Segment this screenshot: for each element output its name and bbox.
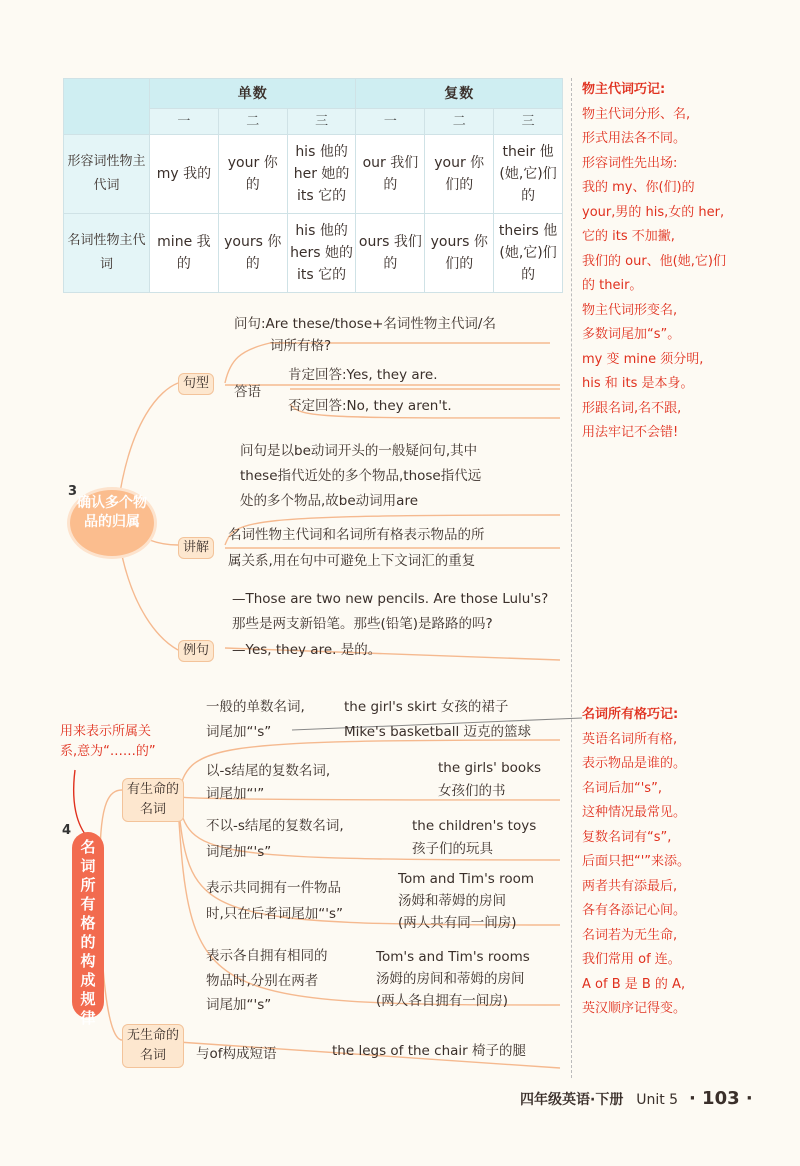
answer-label: 答语 [234,384,261,400]
rule-line: 词尾加“'s” [206,724,272,740]
person-header: 一 [356,109,425,135]
rule-example: 汤姆和蒂姆的房间 [398,893,506,909]
mnemonic-line: 后面只把“'”来添。 [582,854,691,869]
inanimate-rule: 与of构成短语 [196,1046,277,1062]
pattern-label: 句型 [178,373,214,395]
mnemonic-line: 名词后加“'s”, [582,780,662,796]
table-cell: yours 你的 [218,214,287,293]
rule-line: 表示各自拥有相同的 [206,948,328,964]
mnemonic-line: 形式用法各不同。 [582,131,687,146]
example-line: 那些是两支新铅笔。那些(铅笔)是路路的吗? [232,616,493,632]
section-4-title: 名词所有格的构成规律 [72,832,104,1018]
section-4-number: 4 [62,823,72,838]
mnemonic-line: 我们常用 of 连。 [582,952,681,967]
rule-example: 孩子们的玩具 [412,841,493,857]
mnemonic-line: 英汉顺序记得变。 [582,1001,687,1016]
explain-line: 属关系,用在句中可避免上下文词汇的重复 [228,553,476,569]
mnemonic-title: 名词所有格巧记: [582,707,679,722]
row-label: 形容词性物主代词 [64,135,150,214]
unit-label: Unit 5 [636,1092,679,1108]
section-3-number: 3 [68,484,78,499]
mnemonic-line: 各有各添记心间。 [582,903,687,918]
pronoun-table [63,78,563,293]
explain-line: 名词性物主代词和名词所有格表示物品的所 [228,527,485,543]
table-cell: your 你们的 [425,135,494,214]
side-note-line: 用来表示所属关 [60,724,152,739]
inanimate-example: the legs of the chair 椅子的腿 [332,1043,526,1059]
rule-line: 词尾加“'s” [206,997,272,1013]
mnemonic-line: 英语名词所有格, [582,731,678,747]
mnemonic-line: my 变 mine 须分明, [582,351,704,367]
pronoun-mnemonic [582,78,726,446]
table-cell: his 他的 hers 她的 its 它的 [287,214,356,293]
rule-line: 词尾加“'” [206,786,265,802]
question-line: 问句:Are these/those+名词性物主代词/名 [234,316,496,332]
mnemonic-line: 名词若为无生命, [582,927,678,943]
inanimate-noun-label: 无生命的名词 [122,1024,184,1068]
mnemonic-line: 多数词尾加“s”。 [582,327,681,342]
person-header: 二 [218,109,287,135]
page-number: · 103 · [688,1088,753,1109]
rule-example: the children's toys [412,818,537,834]
mnemonic-line: 物主代词形变名, [582,302,678,318]
rule-example: (两人共有同一间房) [398,915,517,931]
person-header: 二 [425,109,494,135]
table-cell: yours 你们的 [425,214,494,293]
mnemonic-line: 它的 its 不加撇, [582,229,675,244]
page-footer [520,1088,753,1109]
mnemonic-line: 我的 my、你(们)的 [582,180,695,195]
mnemonic-line: your,男的 his,女的 her, [582,204,725,220]
mnemonic-line: 表示物品是谁的。 [582,756,687,771]
section-3-title: 确认多个物品的归属 [70,490,154,556]
table-cell: his 他的 her 她的 its 它的 [287,135,356,214]
example-label: 例句 [178,640,214,662]
mnemonic-line: 用法牢记不会错! [582,425,679,440]
rule-line: 不以-s结尾的复数名词, [206,818,344,834]
rule-line: 物品时,分别在两者 [206,973,319,989]
table-row [64,135,563,214]
person-header: 三 [494,109,563,135]
negative-answer: 否定回答:No, they aren't. [288,398,452,414]
mnemonic-line: 形容词性先出场: [582,155,678,171]
side-note-line: 系,意为“……的” [60,744,156,759]
mnemonic-line: his 和 its 是本身。 [582,376,694,391]
explain-line: 问句是以be动词开头的一般疑问句,其中 [240,443,478,459]
possessive-mnemonic [582,703,690,1022]
question-line: 词所有格? [270,338,332,354]
rule-example: Tom and Tim's room [398,871,535,887]
table-cell: mine 我的 [150,214,219,293]
rule-example: (两人各自拥有一间房) [376,993,509,1009]
mnemonic-line: 形跟名词,名不跟, [582,400,682,416]
rule-line: 以-s结尾的复数名词, [206,763,331,779]
mnemonic-line: A of B 是 B 的 A, [582,976,686,992]
mnemonic-line: 两者共有添最后, [582,878,678,894]
rule-line: 词尾加“'s” [206,844,272,860]
affirmative-answer: 肯定回答:Yes, they are. [288,367,438,383]
mnemonic-line: 物主代词分形、名, [582,106,691,122]
rule-example: 女孩们的书 [438,783,506,799]
plural-header: 复数 [356,79,563,109]
section-4-side-note [60,722,156,762]
mnemonic-line: 复数名词有“s”, [582,829,672,845]
rule-example: the girl's skirt 女孩的裙子 [344,699,509,715]
singular-header: 单数 [150,79,356,109]
person-header: 三 [287,109,356,135]
person-header: 一 [150,109,219,135]
example-line: —Yes, they are. 是的。 [232,642,382,658]
rule-line: 表示共同拥有一件物品 [206,880,341,896]
explain-line: 处的多个物品,故be动词用are [240,493,418,509]
row-label: 名词性物主代词 [64,214,150,293]
animate-noun-label: 有生命的名词 [122,778,184,822]
mnemonic-line: 我们的 our、他(她,它)们 [582,253,726,269]
table-cell: their 他(她,它)们的 [494,135,563,214]
explain-label: 讲解 [178,537,214,559]
rule-example: 汤姆的房间和蒂姆的房间 [376,971,525,987]
rule-line: 一般的单数名词, [206,699,305,715]
rule-line: 时,只在后者词尾加“'s” [206,906,344,922]
mnemonic-line: 这种情况最常见。 [582,805,687,820]
table-cell: ours 我们的 [356,214,425,293]
rule-example: the girls' books [438,760,542,776]
table-corner [64,79,150,135]
mnemonic-title: 物主代词巧记: [582,82,666,97]
table-cell: your 你的 [218,135,287,214]
note-divider [571,78,572,1078]
example-line: —Those are two new pencils. Are those Lulu's? [232,591,549,607]
table-cell: theirs 他(她,它)们的 [494,214,563,293]
table-cell: my 我的 [150,135,219,214]
explain-line: these指代近处的多个物品,those指代远 [240,468,482,484]
table-cell: our 我们的 [356,135,425,214]
mnemonic-line: 的 their。 [582,278,643,293]
book-title: 四年级英语·下册 [520,1092,624,1108]
rule-example: Mike's basketball 迈克的篮球 [344,724,532,740]
rule-example: Tom's and Tim's rooms [376,949,530,965]
table-row [64,214,563,293]
